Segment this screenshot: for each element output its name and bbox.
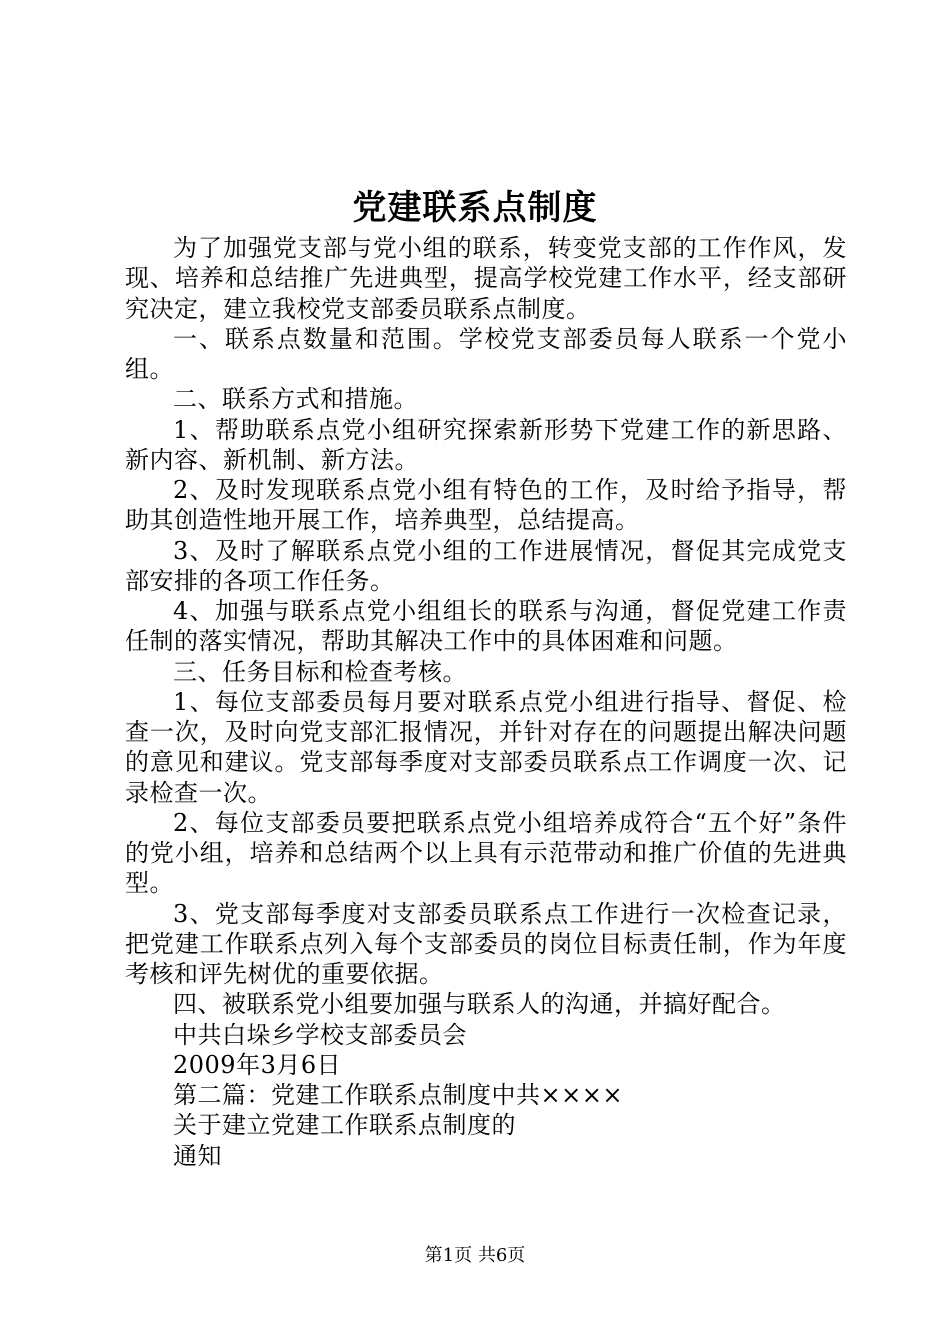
- document-body: [125, 233, 847, 1171]
- signature-date: 2009年3月6日: [173, 1050, 342, 1079]
- page-number-footer: 第1页 共6页: [424, 1245, 526, 1266]
- section-two-item-1: 1、帮助联系点党小组研究探索新形势下党建工作的新思路、新内容、新机制、新方法。: [125, 415, 847, 474]
- section-two-item-3: 3、及时了解联系点党小组的工作进展情况，督促其完成党支部安排的各项工作任务。: [125, 536, 847, 595]
- section-one-paragraph: 一、联系点数量和范围。学校党支部委员每人联系一个党小组。: [125, 324, 847, 383]
- page-title: 党建联系点制度: [352, 188, 598, 228]
- second-article-title: 第二篇：党建工作联系点制度中共××××: [173, 1081, 623, 1109]
- section-three-item-1: 1、每位支部委员每月要对联系点党小组进行指导、督促、检查一次，及时向党支部汇报情况，并针对存在的问题提出解决问题的意见和建议。党支部每季度对支部委员联系点工作调度一次、记录检查一次。: [125, 687, 847, 807]
- notice-title-line-2: 通知: [173, 1141, 222, 1170]
- section-two-item-2: 2、及时发现联系点党小组有特色的工作，及时给予指导，帮助其创造性地开展工作，培养典型，总结提高。: [125, 476, 847, 535]
- section-three-heading: 三、任务目标和检查考核。: [173, 657, 467, 686]
- signature-organization: 中共白垛乡学校支部委员会: [173, 1020, 467, 1049]
- section-two-item-4: 4、加强与联系点党小组组长的联系与沟通，督促党建工作责任制的落实情况，帮助其解决工作中的具体困难和问题。: [125, 597, 847, 656]
- section-three-item-3: 3、党支部每季度对支部委员联系点工作进行一次检查记录，把党建工作联系点列入每个支部委员的岗位目标责任制，作为年度考核和评先树优的重要依据。: [125, 899, 847, 988]
- section-two-heading: 二、联系方式和措施。: [173, 385, 418, 414]
- notice-title-line-1: 关于建立党建工作联系点制度的: [173, 1111, 516, 1140]
- section-three-item-2: 2、每位支部委员要把联系点党小组培养成符合“五个好”条件的党小组，培养和总结两个以上具有示范带动和推广价值的先进典型。: [125, 808, 847, 898]
- section-four-paragraph: 四、被联系党小组要加强与联系人的沟通，并搞好配合。: [173, 990, 786, 1019]
- intro-paragraph: 为了加强党支部与党小组的联系，转变党支部的工作作风，发现、培养和总结推广先进典型，提高学校党建工作水平，经支部研究决定，建立我校党支部委员联系点制度。: [125, 234, 847, 323]
